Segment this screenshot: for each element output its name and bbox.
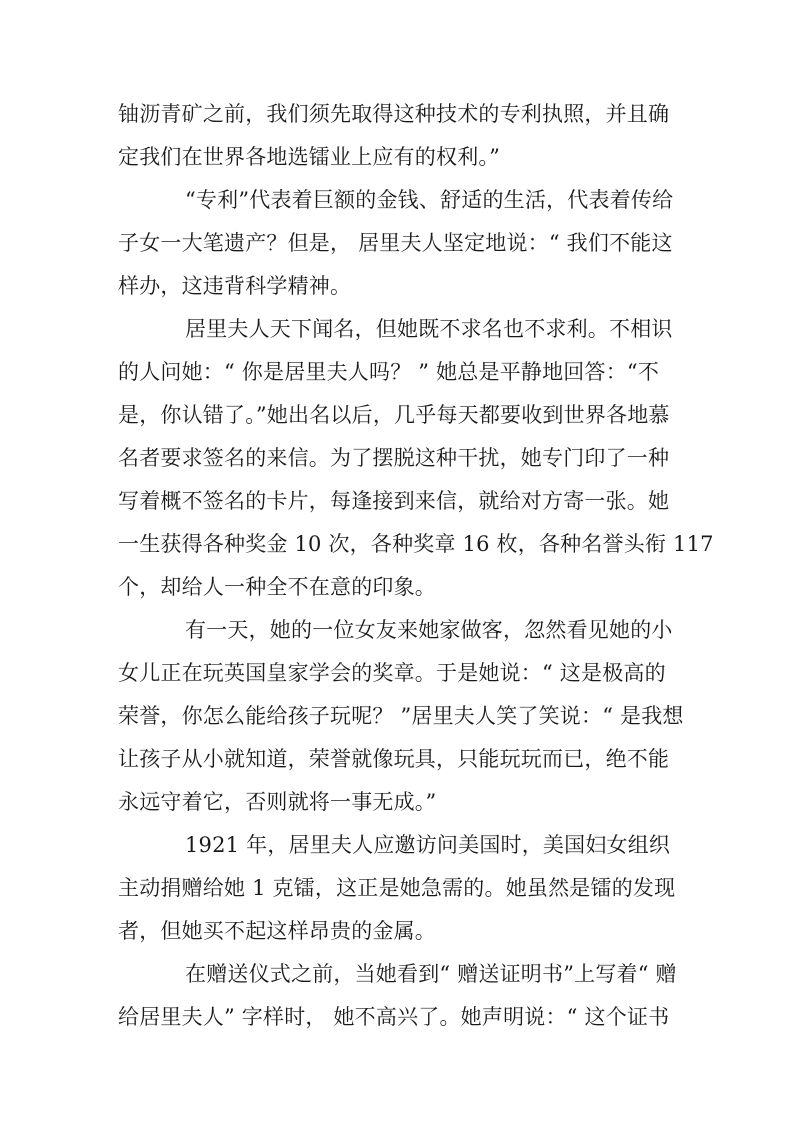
text-line: 有一天，她的一位女友来她家做客，忽然看见她的小: [185, 618, 673, 642]
text-line: 的人问她：“ 你是居里夫人吗？ ” 她总是平静地回答：“不: [118, 360, 660, 384]
text-line: 定我们在世界各地选镭业上应有的权利。”: [118, 145, 501, 169]
text-line: 给居里夫人” 字样时， 她不高兴了。她声明说：“ 这个证书: [118, 1005, 670, 1029]
text-line: 铀沥青矿之前，我们须先取得这种技术的专利执照，并且确: [118, 102, 670, 126]
text-line: 让孩子从小就知道，荣誉就像玩具，只能玩玩而已，绝不能: [118, 747, 670, 771]
text-line: 居里夫人天下闻名，但她既不求名也不求利。不相识: [185, 317, 673, 341]
text-line: 一生获得各种奖金 10 次，各种奖章 16 枚，各种名誉头衔 117: [118, 532, 714, 556]
text-line: 写着概不签名的卡片，每逢接到来信，就给对方寄一张。她: [118, 489, 670, 513]
text-line: 永远守着它，否则就将一事无成。”: [118, 790, 437, 814]
text-line: 个，却给人一种全不在意的印象。: [118, 575, 436, 599]
text-line: 样办，这违背科学精神。: [118, 274, 352, 298]
text-line: “专利”代表着巨额的金钱、舒适的生活，代表着传给: [185, 188, 674, 212]
text-line: 子女一大笔遗产？但是， 居里夫人坚定地说：“ 我们不能这: [118, 231, 673, 255]
text-line: 者，但她买不起这样昂贵的金属。: [118, 919, 436, 943]
text-line: 女儿正在玩英国皇家学会的奖章。于是她说：“ 这是极高的: [118, 661, 666, 685]
text-line: 荣誉，你怎么能给孩子玩呢？ ”居里夫人笑了笑说：“ 是我想: [118, 704, 684, 728]
text-line: 名者要求签名的来信。为了摆脱这种干扰，她专门印了一种: [118, 446, 670, 470]
text-line: 主动捐赠给她 1 克镭，这正是她急需的。她虽然是镭的发现: [118, 876, 676, 900]
text-line: 在赠送仪式之前，当她看到“ 赠送证明书”上写着“ 赠: [185, 962, 677, 986]
text-line: 1921 年，居里夫人应邀访问美国时，美国妇女组织: [185, 833, 671, 857]
text-line: 是，你认错了。”她出名以后，几乎每天都要收到世界各地慕: [118, 403, 670, 427]
